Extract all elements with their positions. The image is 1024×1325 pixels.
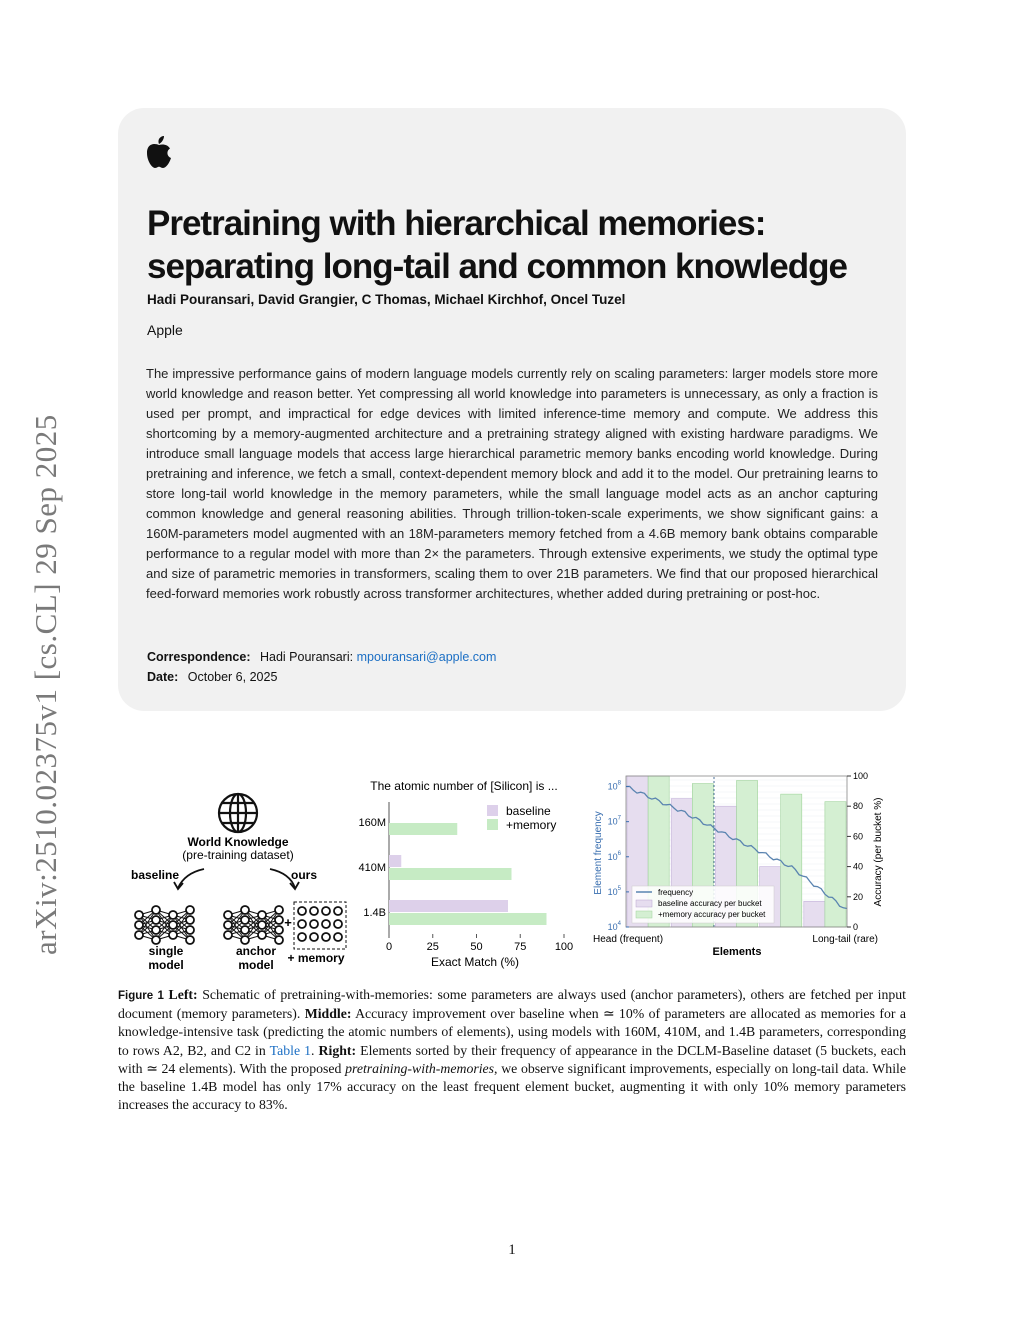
legend-memory-label: +memory <box>506 818 557 832</box>
date-value: October 6, 2025 <box>187 670 278 684</box>
network-node <box>152 936 160 944</box>
network-node <box>135 911 143 919</box>
x-tick-label: 50 <box>470 941 483 953</box>
memory-node <box>298 933 306 941</box>
x-tail-label: Long-tail (rare) <box>812 934 878 945</box>
bar-memory <box>389 913 547 925</box>
memory-node <box>322 933 330 941</box>
memory-node <box>310 933 318 941</box>
legend-baseline-swatch <box>636 900 652 907</box>
arxiv-identifier: arXiv:2510.02375v1 [cs.CL] 29 Sep 2025 <box>28 414 63 955</box>
single-model-label-2: model <box>148 958 184 972</box>
date-line <box>147 670 277 684</box>
anchor-model-label-1: anchor <box>235 944 277 958</box>
bar-baseline <box>389 900 508 912</box>
y-right-tick-label: 80 <box>853 801 864 812</box>
bar-baseline <box>804 901 825 927</box>
legend-baseline-label: baseline <box>506 804 551 818</box>
caption-right-text-2: , we observe significant improvements, especially on long-tail data. While the baseline 1.4B model has only 17% accuracy on the least frequent element bucket, augmenting it with only 10% memory parameters increases the accuracy to 83%. <box>118 1060 906 1113</box>
title-line-1: Pretraining with hierarchical memories: <box>147 204 766 243</box>
network-node <box>241 906 249 914</box>
bar-memory <box>389 823 457 835</box>
network-node <box>224 911 232 919</box>
legend-frequency-label: frequency <box>658 888 694 897</box>
caption-left-label: Left: <box>168 987 198 1002</box>
network-node <box>224 921 232 929</box>
y-left-tick-label: $10^8$ <box>607 780 621 792</box>
memory-node <box>334 920 342 928</box>
network-node <box>275 906 283 914</box>
category-label: 160M <box>358 817 386 829</box>
figure-caption: Figure 1 Left: Schematic of pretraining-with-memories: some parameters are always used (anchor parameters), others are fetched per input document (memory parameters). Middle: Accuracy improvement over baseline when ≃ 10% of parameters are allocated as memories for a knowledge-intensive task (predicting the atomic numbers of elements), using models with 160M, 410M, and 1.4B parameters, corresponding to rows A2, B2, and C2 in Table 1. Right: Elements sorted by their frequency of appearance in the DCLM-Baseline dataset (5 buckets, each with ≃ 24 elements). With the proposed pretraining-with-memories, we observe significant improvements, especially on long-tail data. While the baseline 1.4B model has only 17% accuracy on the least frequent element bucket, augmenting it with only 10% memory parameters increases the accuracy to 83%. <box>118 987 907 1113</box>
plus-sign: + <box>284 915 292 930</box>
figure-label: Figure 1 <box>118 990 164 1002</box>
network-node <box>241 916 249 924</box>
network-node <box>169 921 177 929</box>
network-node <box>258 911 266 919</box>
apple-logo-icon <box>145 136 173 168</box>
correspondence-email-link[interactable]: mpouransari@apple.com <box>356 650 497 664</box>
caption-middle-label: Middle: <box>304 1006 352 1022</box>
x-tick-label: 0 <box>385 941 393 953</box>
network-node <box>241 926 249 934</box>
network-node <box>186 916 194 924</box>
caption-left-text: Schematic of pretraining-with-memories: some parameters are always used (anchor parameters), others are fetched per input document (memory parameters). <box>118 987 906 1022</box>
caption-middle-text: Accuracy improvement over baseline when ≃ 10% of parameters are allocated as memories for a knowledge-intensive task (predicting the atomic numbers of elements), using models with 160M, 410M, and 1.4B parameters, corresponding to rows A2, B2, and C2 in <box>118 1006 906 1058</box>
single-model-network-icon <box>135 906 194 944</box>
memory-node <box>334 933 342 941</box>
network-node <box>186 936 194 944</box>
y-right-tick-label: 20 <box>853 891 864 902</box>
network-node <box>224 931 232 939</box>
chart-legend <box>632 886 774 923</box>
pretraining-dataset-label: (pre-training dataset) <box>182 848 294 862</box>
x-tick-label: 100 <box>554 941 574 953</box>
correspondence <box>147 650 496 664</box>
memory-node <box>310 920 318 928</box>
right-bucket-chart <box>588 765 888 965</box>
network-node <box>186 906 194 914</box>
title-line-2: separating long-tail and common knowledge <box>147 247 847 286</box>
x-axis-label: Exact Match (%) <box>430 955 520 969</box>
network-node <box>169 931 177 939</box>
y-right-tick-label: 60 <box>853 831 864 842</box>
chart-title: The atomic number of [Silicon] is ... <box>370 779 558 793</box>
anchor-model-network-icon <box>224 906 283 944</box>
middle-bar-chart <box>350 772 590 977</box>
baseline-label: baseline <box>130 868 180 882</box>
network-node <box>152 916 160 924</box>
legend-memory-label: +memory accuracy per bucket <box>658 910 766 919</box>
memory-node <box>298 920 306 928</box>
memory-label: + memory <box>287 951 345 965</box>
network-node <box>135 921 143 929</box>
y-left-tick-label: $10^5$ <box>607 885 621 897</box>
y-left-tick-label: $10^4$ <box>607 921 621 932</box>
memory-node <box>322 920 330 928</box>
network-node <box>258 921 266 929</box>
bar-memory <box>781 794 802 927</box>
network-node <box>241 936 249 944</box>
single-model-label-1: single <box>148 944 184 958</box>
figure-left-schematic <box>120 785 360 980</box>
y-right-tick-label: 0 <box>853 922 859 932</box>
network-node <box>275 926 283 934</box>
memory-node <box>310 907 318 915</box>
network-node <box>169 911 177 919</box>
correspondence-label: Correspondence: <box>147 650 251 664</box>
correspondence-name: Hadi Pouransari: <box>259 650 354 664</box>
memory-node <box>322 907 330 915</box>
affiliation: Apple <box>147 322 183 338</box>
legend-baseline-swatch <box>487 805 498 816</box>
category-label: 1.4B <box>363 907 386 919</box>
y-right-tick-label: 40 <box>853 861 864 872</box>
y-right-tick-label: 100 <box>853 771 869 781</box>
y-left-tick-label: $10^6$ <box>607 850 621 862</box>
network-node <box>258 931 266 939</box>
world-knowledge-label: World Knowledge <box>187 835 289 849</box>
caption-right-text-1: Elements sorted by their frequency of appearance in the DCLM-Baseline dataset (5 buckets, each with ≃ 24 elements). With the proposed <box>118 1042 907 1076</box>
legend-memory-swatch <box>487 819 498 830</box>
paper-title <box>147 202 907 288</box>
legend-memory-swatch <box>636 911 652 918</box>
caption-right-italic: pretraining-with-memories <box>345 1060 495 1076</box>
globe-icon <box>219 794 257 832</box>
y-left-axis-label: Element frequency <box>593 811 604 895</box>
caption-right-label: Right: <box>318 1042 357 1058</box>
memory-parameters-icon <box>298 907 342 941</box>
network-node <box>152 926 160 934</box>
network-node <box>186 926 194 934</box>
x-tick-label: 25 <box>426 941 439 953</box>
page-number: 1 <box>508 1242 516 1258</box>
memory-node <box>334 907 342 915</box>
date-label: Date: <box>147 670 179 684</box>
author-list: Hadi Pouransari, David Grangier, C Thomas, Michael Kirchhof, Oncel Tuzel <box>147 292 626 307</box>
network-node <box>135 931 143 939</box>
anchor-model-label-2: model <box>238 958 274 972</box>
bar-baseline <box>389 855 401 867</box>
network-node <box>152 906 160 914</box>
table-1-link[interactable]: Table 1 <box>269 1042 312 1058</box>
ours-label: ours <box>290 868 318 882</box>
network-node <box>275 916 283 924</box>
network-node <box>275 936 283 944</box>
y-left-tick-label: $10^7$ <box>607 815 621 827</box>
legend-baseline-label: baseline accuracy per bucket <box>658 899 762 908</box>
x-axis-label: Elements <box>712 946 762 958</box>
bar-memory <box>389 868 512 880</box>
memory-node <box>298 907 306 915</box>
abstract: The impressive performance gains of modern language models currently rely on scaling parameters: larger models store more world knowledge and reason better. Yet compressing all world knowledge into parameters is unnecessary, as only a fraction is used per prompt, and impractical for edge devices with limited inference-time memory and compute. We address this shortcoming by a memory-augmented architecture and a pretraining strategy aligned with existing hardware paradigms. We introduce small language models that access large hierarchical parametric memory banks encoding world knowledge. During pretraining and inference, we fetch a small, context-dependent memory block and add it to the model. Our pretraining learns to store long-tail world knowledge in the memory parameters, while the small language model acts as an anchor capturing common knowledge and general reasoning abilities. Through trillion-token-scale experiments, we show significant gains: a 160M-parameters model augmented with an 18M-parameters memory fetched from a 4.6B memory bank obtains comparable performance to a regular model with more than 2× the parameters. Through extensive experiments, we study the optimal type and size of parametric memories in transformers, scaling them to over 21B parameters. We find that our proposed hierarchical feed-forward memories work robustly across transformer architectures, whether added during pretraining or post-hoc. <box>146 366 878 601</box>
category-label: 410M <box>358 862 386 874</box>
x-head-label: Head (frequent) <box>593 934 664 945</box>
x-tick-label: 75 <box>514 941 527 953</box>
y-right-axis-label: Accuracy (per bucket %) <box>873 797 884 907</box>
